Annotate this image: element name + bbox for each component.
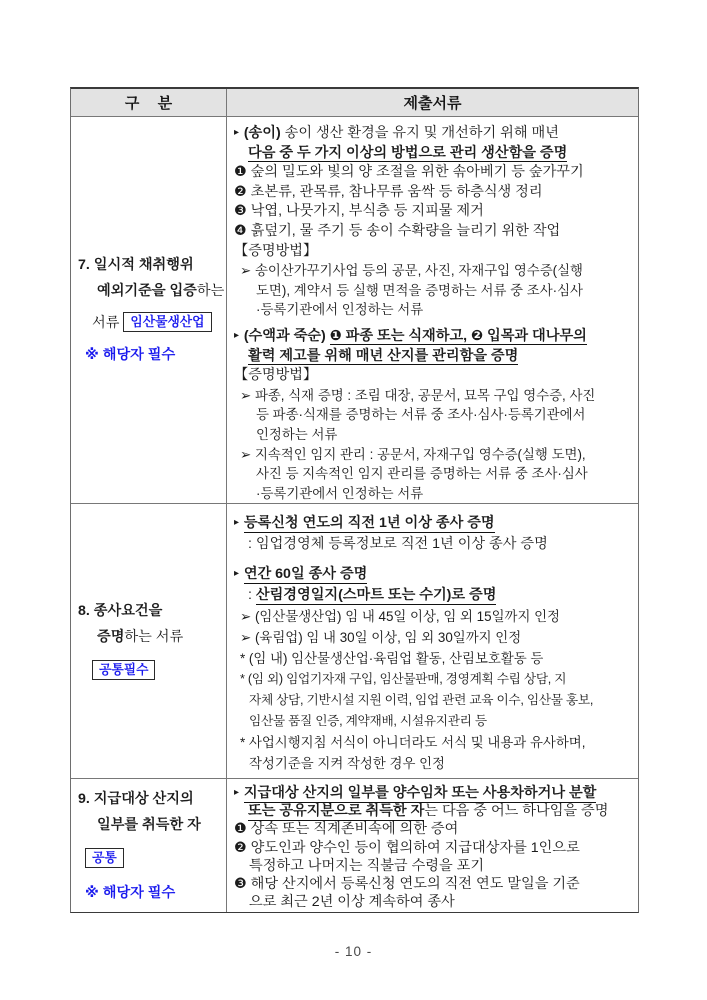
row9-documents-cell bbox=[227, 779, 638, 912]
text-segment: 【증명방법】 bbox=[234, 242, 318, 259]
mandatory-note: ※ 해당자 필수 bbox=[85, 347, 176, 363]
text-segment: ➢ 송이산가꾸기사업 등의 공문, 사진, 자재구입 영수증(실행 bbox=[240, 263, 583, 279]
bold-text: 지급대상 산지의 bbox=[93, 790, 194, 807]
text-line bbox=[227, 606, 638, 627]
text-line bbox=[227, 202, 638, 222]
category-badge: 임산물생산업 bbox=[123, 312, 211, 332]
text-line bbox=[227, 732, 638, 753]
text-line bbox=[227, 464, 638, 484]
text-segment: 는 다음 중 어느 하나임을 증명 bbox=[424, 803, 609, 820]
triangle-bullet-icon: ▸ bbox=[234, 517, 242, 528]
text-line bbox=[227, 366, 638, 386]
row7-documents-cell bbox=[227, 117, 638, 503]
bold-text: 일시적 채취행위 bbox=[93, 257, 194, 273]
text-line bbox=[71, 658, 226, 684]
text-line bbox=[227, 222, 638, 242]
text-segment: 사진 등 지속적인 임지 관리를 증명하는 서류 중 조사·심사 bbox=[256, 466, 588, 482]
text-segment: ❶ 상속 또는 직계존비속에 의한 증여 bbox=[234, 821, 459, 838]
emphasis-text: 연간 60일 종사 증명 bbox=[243, 566, 368, 582]
text-segment: ❶ 숲의 밀도와 빛의 양 조절을 위한 솎아베기 등 숲가꾸기 bbox=[234, 164, 584, 181]
table-row-8 bbox=[71, 503, 638, 778]
table-header-row bbox=[71, 89, 638, 116]
text-line bbox=[71, 624, 226, 650]
emphasis-text: 또는 공유지분으로 취득한 자 bbox=[248, 803, 425, 820]
text-segment: : 임업경영체 등록정보로 직전 1년 이상 종사 증명 bbox=[248, 536, 548, 552]
category-badge: 공통 bbox=[85, 848, 124, 868]
header-cell-documents: 제출서류 bbox=[403, 95, 462, 112]
text-line bbox=[227, 802, 638, 820]
mandatory-note: ※ 해당자 필수 bbox=[85, 884, 176, 901]
table-row-7 bbox=[71, 116, 638, 503]
text-segment: 하는 서류 bbox=[124, 629, 184, 645]
text-line bbox=[227, 445, 638, 465]
text-line bbox=[227, 512, 638, 534]
text-line bbox=[71, 880, 226, 906]
text-line bbox=[227, 163, 638, 183]
text-segment: ➢ 파종, 식재 증명 : 조림 대장, 공문서, 묘목 구입 영수증, 사진 bbox=[240, 387, 596, 403]
text-line bbox=[71, 812, 226, 838]
text-line bbox=[227, 648, 638, 669]
text-segment: ❸ 해당 산지에서 등록신청 연도의 직전 연도 말일을 기준 bbox=[234, 876, 580, 893]
bold-text: 8. bbox=[78, 603, 94, 619]
text-line bbox=[227, 326, 638, 347]
text-line bbox=[227, 484, 638, 503]
text-segment: ❹ 흙덮기, 물 주기 등 송이 수확량을 늘리기 위한 작업 bbox=[234, 222, 561, 239]
submission-documents-table bbox=[70, 87, 639, 913]
bold-text: (송이) bbox=[243, 125, 281, 141]
text-segment: ➢ (임산물생산업) 임 내 45일 이상, 임 외 15일까지 인정 bbox=[240, 609, 560, 624]
bold-text: (수액과 죽순) bbox=[243, 327, 326, 344]
row9-category-cell bbox=[71, 779, 227, 912]
text-segment: 자체 상담, 기반시설 지원 이력, 임업 관련 교육 이수, 임산물 홍보, bbox=[249, 693, 594, 707]
bold-text: 9. bbox=[78, 790, 94, 807]
text-line bbox=[71, 846, 226, 872]
text-segment: 특정하고 나머지는 직불금 수령을 포기 bbox=[249, 857, 485, 874]
header-cell-category: 구 분 bbox=[71, 89, 227, 116]
text-line bbox=[227, 875, 638, 893]
bold-text: 증명 bbox=[97, 629, 125, 645]
text-segment: ➢ 지속적인 임지 관리 : 공문서, 자재구입 영수증(실행 도면), bbox=[240, 446, 586, 462]
text-line bbox=[227, 347, 638, 367]
text-segment: 송이 생산 환경을 유지 및 개선하기 위해 매년 bbox=[280, 125, 559, 141]
bold-text: 종사요건을 bbox=[93, 603, 163, 619]
text-segment: * (임 내) 임산물생산업·육림업 활동, 산림보호활동 등 bbox=[240, 651, 544, 666]
text-segment: 도면), 계약서 등 실행 면적을 증명하는 서류 중 조사·심사 bbox=[256, 282, 583, 298]
text-segment: 임산물 품질 인증, 계약재배, 시설유지관리 등 bbox=[249, 714, 487, 728]
text-line bbox=[71, 252, 226, 278]
text-segment: * 사업시행지침 서식이 아니더라도 서식 및 내용과 유사하며, bbox=[240, 735, 586, 750]
text-segment: ·등록기관에서 인정하는 서류 bbox=[256, 302, 424, 318]
row8-category-cell bbox=[71, 504, 227, 778]
text-line bbox=[71, 786, 226, 812]
text-segment: ❷ 초본류, 관목류, 참나무류 움싹 등 하층식생 정리 bbox=[234, 183, 543, 200]
text-segment: 서류 bbox=[92, 315, 124, 331]
text-line bbox=[227, 711, 638, 732]
text-segment: : bbox=[248, 587, 256, 603]
text-line bbox=[227, 123, 638, 144]
text-line bbox=[227, 839, 638, 857]
row7-category-cell bbox=[71, 117, 227, 503]
bold-text: 예외기준을 입증 bbox=[97, 283, 197, 299]
text-segment: * (임 외) 임업기자재 구입, 임산물판매, 경영계획 수립 상담, 지 bbox=[240, 672, 567, 686]
triangle-bullet-icon: ▸ bbox=[234, 329, 242, 341]
triangle-bullet-icon: ▸ bbox=[234, 787, 242, 798]
text-line bbox=[227, 425, 638, 445]
triangle-bullet-icon: ▸ bbox=[234, 127, 242, 138]
text-line bbox=[71, 310, 226, 336]
text-line bbox=[227, 784, 638, 802]
emphasis-text: 지급대상 산지의 일부를 양수임차 또는 사용차하거나 분할 bbox=[243, 785, 597, 801]
text-line bbox=[71, 342, 226, 368]
table-row-9 bbox=[71, 778, 638, 912]
text-line bbox=[71, 598, 226, 624]
text-line bbox=[227, 144, 638, 164]
text-segment: ❸ 낙엽, 나뭇가지, 부식층 등 지피물 제거 bbox=[234, 203, 484, 220]
text-segment: ❷ 양도인과 양수인 등이 협의하여 지급대상자를 1인으로 bbox=[234, 839, 580, 856]
emphasis-text: ❶ 파종 또는 식재하고, ❷ 입목과 대나무의 bbox=[329, 327, 587, 344]
text-segment: 하는 bbox=[196, 283, 225, 299]
emphasis-text: 등록신청 연도의 직전 1년 이상 종사 증명 bbox=[243, 515, 495, 531]
text-line bbox=[227, 242, 638, 262]
emphasis-text: 다음 중 두 가지 이상의 방법으로 관리 생산함을 증명 bbox=[248, 144, 568, 161]
text-segment: 작성기준을 지켜 작성한 경우 인정 bbox=[249, 756, 445, 771]
text-line bbox=[227, 669, 638, 690]
bold-text: 일부를 취득한 자 bbox=[97, 816, 201, 833]
text-segment: 등 파종·식재를 증명하는 서류 중 조사·심사·등록기관에서 bbox=[256, 407, 586, 423]
text-line bbox=[71, 278, 226, 304]
text-line bbox=[227, 386, 638, 406]
text-line bbox=[227, 690, 638, 711]
text-line bbox=[227, 405, 638, 425]
text-line bbox=[227, 281, 638, 301]
text-line bbox=[227, 857, 638, 875]
text-segment: ➢ (육림업) 임 내 30일 이상, 임 외 30일까지 인정 bbox=[240, 630, 522, 645]
text-segment: ·등록기관에서 인정하는 서류 bbox=[256, 485, 424, 501]
text-segment: 인정하는 서류 bbox=[256, 426, 338, 442]
text-line bbox=[227, 563, 638, 585]
triangle-bullet-icon: ▸ bbox=[234, 568, 242, 579]
text-line bbox=[227, 585, 638, 606]
emphasis-text: 산림경영일지(스마트 또는 수기)로 증명 bbox=[255, 587, 497, 603]
text-line bbox=[227, 261, 638, 281]
text-segment: 【증명방법】 bbox=[234, 367, 318, 384]
text-line bbox=[227, 300, 638, 320]
text-line bbox=[227, 753, 638, 774]
text-segment: 으로 최근 2년 이상 계속하여 종사 bbox=[249, 894, 455, 911]
emphasis-text: 활력 제고를 위해 매년 산지를 관리함을 증명 bbox=[248, 347, 519, 364]
text-line bbox=[227, 183, 638, 203]
bold-text: 7. bbox=[78, 257, 94, 273]
page-number: - 10 - bbox=[334, 944, 373, 959]
text-line bbox=[227, 893, 638, 911]
text-line bbox=[227, 534, 638, 555]
row8-documents-cell bbox=[227, 504, 638, 778]
text-line bbox=[227, 820, 638, 838]
text-line bbox=[227, 627, 638, 648]
category-badge: 공통필수 bbox=[92, 660, 155, 680]
